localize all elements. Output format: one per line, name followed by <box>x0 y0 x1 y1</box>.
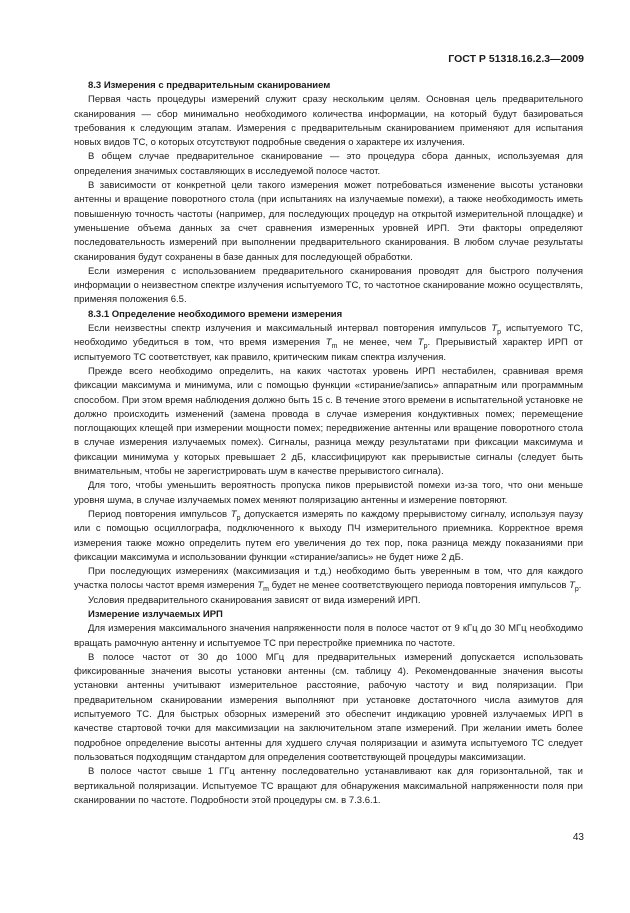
symbol: T <box>491 323 498 335</box>
subscript: m <box>263 586 269 594</box>
paragraph: Для того, чтобы уменьшить вероятность пропуска пиков прерывистой помехи из-за того, что они меньше уровня шума, в случае излучаемых помех меняют поляризацию антенны и измерение повторяют. <box>74 480 583 506</box>
subscript: m <box>331 343 338 351</box>
document-body <box>74 79 583 808</box>
paragraph <box>74 565 583 594</box>
paragraph: В общем случае предварительное сканирование — это процедура сбора данных, используемая для определения значимых составляющих в исследуемой полосе частот. <box>74 151 583 177</box>
paragraph <box>74 508 583 565</box>
paragraph: Для измерения максимального значения напряженности поля в полосе частот от 9 кГц до 30 МГц необходимо вращать рамочную антенну и испытуемое ТС при перестройке приемника по частоте. <box>74 623 583 649</box>
page-number: 43 <box>572 832 584 843</box>
text: будет не менее соответствующего периода повторения импульсов <box>269 580 570 592</box>
subscript: p <box>423 343 428 351</box>
symbol: T <box>569 580 575 592</box>
subscript: p <box>236 514 241 522</box>
paragraph: Если измерения с использованием предварительного сканирования проводят для быстрого получения информации о неизвестном спектре излучения испытуемого ТС, то частотное сканирование можно осуществлять, применяя положения 6.5. <box>74 265 583 306</box>
text: . Прерывистый характер ИРП от испытуемого ТС соответствует, как правило, критическим пикам спектра излучения. <box>74 337 584 363</box>
paragraph: В зависимости от конкретной цели такого измерения может потребоваться изменение высоты установки антенны и вращение поворотного стола (при испытаниях на излучаемые помехи), а также необходимость иметь повышенную точность частоты (например, для последующих процедур на открытой измерительной площадке) и уменьшение объема данных за счет сравнения измеренных уровней ИРП. Эти факторы определяют последовательность измерений при выполнении предварительного сканирования. В любом случае результаты сканирования будут сохранены в базе данных для последующей обработки. <box>74 180 583 263</box>
standard-code: ГОСТ Р 51318.16.2.3—2009 <box>448 53 584 65</box>
paragraph: В полосе частот от 30 до 1000 МГц для предварительных измерений допускается использовать фиксированные значения высоты установки антенны (см. таблицу 4). Рекомендованные значения высоты установки антенны учитывают измерительное расстояние, рабочую частоту и вид поляризации. При предварительном сканировании измерения выполняют при установке достаточного числа азимутов для испытуемого ТС. Для быстрых обзорных измерений это обеспечит индикацию уровней излучаемых ИРП в качестве стартовой точки для максимизации на заключительном этапе измерений. При желании иметь более подробное определение высоты антенны для худшего случая поляризации и азимута испытуемого ТС следует пользоваться подходящим стандартом для определения соответствующей процедуры максимизации. <box>74 651 583 763</box>
paragraph: Прежде всего необходимо определить, на каких частотах уровень ИРП нестабилен, сравнивая время фиксации максимума и минимума, или с помощью функции «стирание/запись» аппаратным или программным способом. При этом время наблюдения должно быть 15 с. В течение этого времени в испытательной установке не должно происходить изменений (замена провода в случае измерения кондуктивных помех; перемещение поглощающих клещей при измерении мощности помех; передвижение антенны или вращение поворотного стола в случае измерения излучаемых помех). Сигналы, разница между результатами при фиксации максимума и фиксации минимума у которых превышает 2 дБ, классифицируют как прерывистые сигналы (следует быть внимательным, чтобы не зарегистрировать шум в качестве прерывистого сигнала). <box>74 365 583 478</box>
text: не менее, чем <box>337 337 418 349</box>
paragraph: Первая часть процедуры измерений служит сразу нескольким целям. Основная цель предварительного сканирования — сбор минимально необходимого количества информации, на который будут базироваться требования к следующим этапам. Измерения с предварительным сканированием применяют для испытания новых видов ТС, о которых отсутствуют подробные сведения о характере их излучения. <box>74 94 583 149</box>
text: При последующих измерениях (максимизация и т.д.) необходимо быть уверенным в том, что для каждого участка полосы частот время измерения <box>74 566 583 592</box>
paragraph: Условия предварительного сканирования зависят от вида измерений ИРП. <box>88 594 421 606</box>
subscript: p <box>497 328 502 336</box>
paragraph: В полосе частот свыше 1 ГГц антенну последовательно устанавливают как для горизонтальной, так и вертикальной поляризации. Испытуемое ТС вращают для обнаружения максимальной напряженности поля при сканировании по частоте. Подробности этой процедуры см. в 7.3.6.1. <box>74 766 583 806</box>
symbol: T <box>257 580 264 592</box>
text: испытуемого ТС, необходимо убедиться в том, что время измерения <box>74 323 583 349</box>
symbol: T <box>417 337 424 349</box>
radiated-measurement-title: Измерение излучаемых ИРП <box>88 608 223 620</box>
symbol: T <box>230 508 237 520</box>
symbol: T <box>325 337 332 349</box>
text: . <box>578 580 582 592</box>
subscript: p <box>574 586 579 594</box>
paragraph <box>74 322 583 365</box>
section-8-3-title: 8.3 Измерения с предварительным сканированием <box>88 80 331 91</box>
text: допускается измерять по каждому прерывистому сигналу, используя паузу или с помощью осциллографа, подключенного к выходу ПЧ измерительного приемника. Корректное время измерения также можно определить путем его увеличения до тех пор, пока разница между показаниями при фиксации максимума и использовании функции «стирание/запись» не будет ниже 2 дБ. <box>74 508 584 563</box>
section-8-3-1-title: 8.3.1 Определение необходимого времени измерения <box>88 308 343 320</box>
text: Период повторения импульсов <box>88 508 231 520</box>
text: Если неизвестны спектр излучения и максимальный интервал повторения импульсов <box>88 323 492 335</box>
